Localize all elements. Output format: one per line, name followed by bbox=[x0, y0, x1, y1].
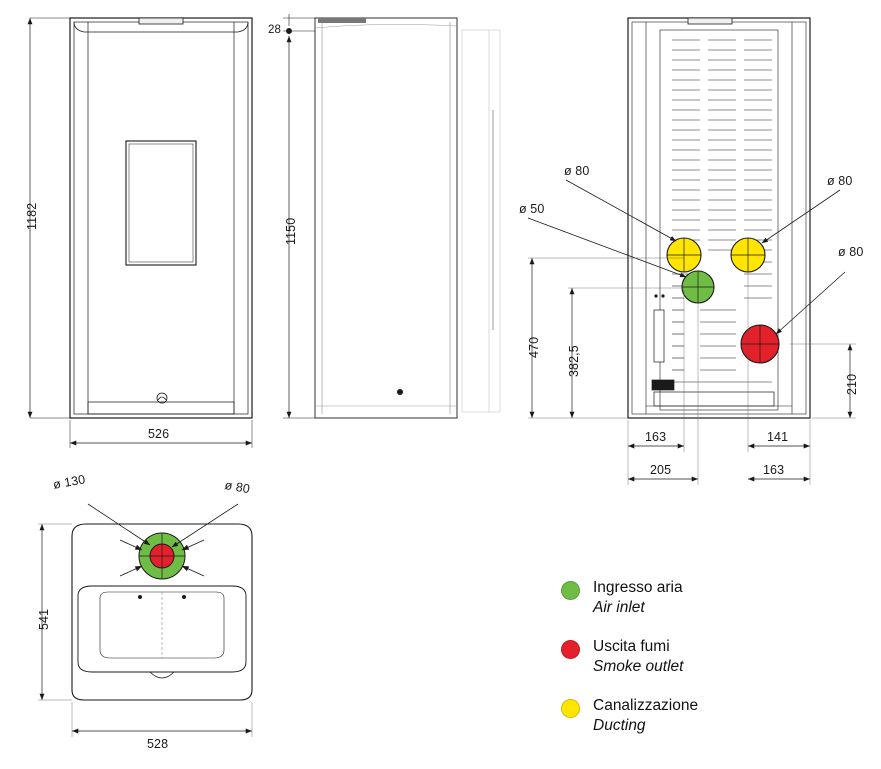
callout-d80-top-right: ø 80 bbox=[827, 174, 853, 188]
dim-label-28: 28 bbox=[268, 24, 281, 36]
dim-label-163-right: 163 bbox=[763, 463, 785, 477]
dim-side bbox=[283, 14, 315, 418]
callout-d80-right: ø 80 bbox=[838, 245, 864, 259]
legend-label-it: Ingresso aria bbox=[593, 579, 683, 596]
dim-label-205: 205 bbox=[650, 463, 672, 477]
front-view bbox=[70, 18, 252, 418]
legend-label-en: Air inlet bbox=[593, 599, 645, 616]
dim-label-1182: 1182 bbox=[25, 202, 39, 230]
legend-item-air-inlet bbox=[561, 578, 861, 618]
legend-item-smoke-outlet bbox=[561, 637, 861, 677]
back-view bbox=[628, 18, 810, 418]
legend-label-it: Uscita fumi bbox=[593, 638, 670, 655]
callout-d80-top-view: ø 80 bbox=[223, 478, 252, 497]
yellow-circle-icon bbox=[561, 699, 580, 718]
callout-d50: ø 50 bbox=[519, 202, 545, 216]
red-circle-icon bbox=[561, 640, 580, 659]
dim-label-1150: 1150 bbox=[284, 217, 298, 245]
legend-label-en: Ducting bbox=[593, 717, 646, 734]
legend-item-ducting bbox=[561, 696, 861, 736]
dim-label-526: 526 bbox=[148, 427, 170, 441]
dim-label-470: 470 bbox=[527, 336, 541, 358]
legend-label-it: Canalizzazione bbox=[593, 697, 699, 714]
dim-label-541: 541 bbox=[37, 608, 51, 630]
top-view bbox=[72, 504, 252, 700]
dim-label-163-left: 163 bbox=[645, 430, 667, 444]
callout-d130: ø 130 bbox=[52, 472, 87, 492]
dim-label-528: 528 bbox=[147, 737, 169, 751]
callout-d80-top-left: ø 80 bbox=[564, 164, 590, 178]
legend bbox=[561, 578, 861, 755]
dim-label-141: 141 bbox=[767, 430, 789, 444]
dim-label-382-5: 382,5 bbox=[567, 345, 581, 377]
side-view bbox=[315, 18, 500, 418]
green-circle-icon bbox=[561, 581, 580, 600]
legend-label-en: Smoke outlet bbox=[593, 658, 684, 675]
dim-label-210: 210 bbox=[845, 373, 859, 395]
